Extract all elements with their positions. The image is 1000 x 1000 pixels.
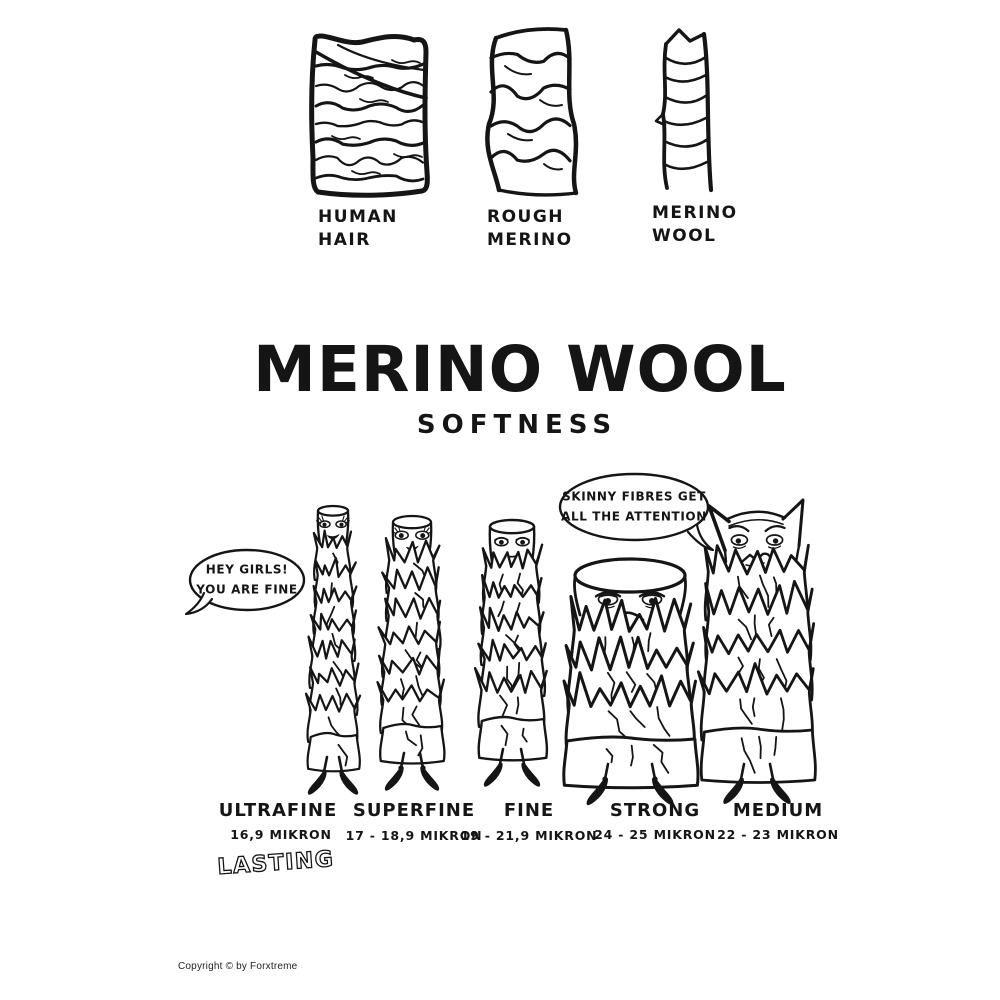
bubble-line: ALL THE ATTENTION [561, 510, 707, 524]
label-merino-wool [652, 202, 738, 248]
bubble-line: SKINNY FIBRES GET [562, 489, 706, 504]
page-title: MERINO WOOL [253, 333, 787, 406]
speech-bubble-right-text [561, 487, 707, 528]
speech-bubble-left-text [196, 560, 297, 601]
fibre-name-superfine: SUPERFINE [352, 800, 476, 821]
fibre-micron-medium: 22 - 23 MIKRON [717, 827, 839, 842]
fine-fibre-character [475, 520, 547, 786]
fibre-micron-ultrafine: 16,9 MIKRON [230, 827, 332, 842]
label-line: WOOL [652, 225, 717, 246]
merino-wool-fiber-illustration [656, 30, 711, 190]
human-hair-fiber-illustration [312, 36, 428, 195]
fibre-name-ultrafine: ULTRAFINE [218, 800, 338, 821]
label-line: MERINO [652, 203, 738, 223]
medium-fibre-character [698, 500, 815, 803]
fibre-micron-strong: 24 - 25 MIKRON [594, 827, 716, 842]
bubble-line: HEY GIRLS! [205, 562, 289, 577]
label-line: ROUGH [487, 207, 565, 227]
fibre-micron-superfine: 17 - 18,9 MIKRON [345, 828, 483, 843]
superfine-fibre-character [378, 516, 445, 790]
strong-fibre-character [564, 559, 698, 805]
fibre-name-fine: FINE [503, 800, 555, 821]
ultrafine-fibre-character [306, 506, 360, 794]
fibre-name-strong: STRONG [609, 800, 701, 821]
label-rough-merino [487, 206, 573, 252]
label-line: MERINO [487, 229, 573, 250]
page-subtitle: SOFTNESS [416, 410, 618, 440]
fibre-micron-fine: 19 - 21,9 MIKRON [460, 828, 598, 843]
copyright-text: Copyright © by Forxtreme [178, 961, 298, 972]
label-line: HUMAN [318, 207, 398, 227]
lasting-note: LASTING [216, 846, 336, 881]
fibre-name-medium: MEDIUM [732, 800, 824, 821]
label-line: HAIR [318, 229, 371, 250]
label-human-hair [318, 206, 398, 252]
rough-merino-fiber-illustration [487, 29, 576, 195]
bubble-line: YOU ARE FINE [196, 583, 298, 597]
